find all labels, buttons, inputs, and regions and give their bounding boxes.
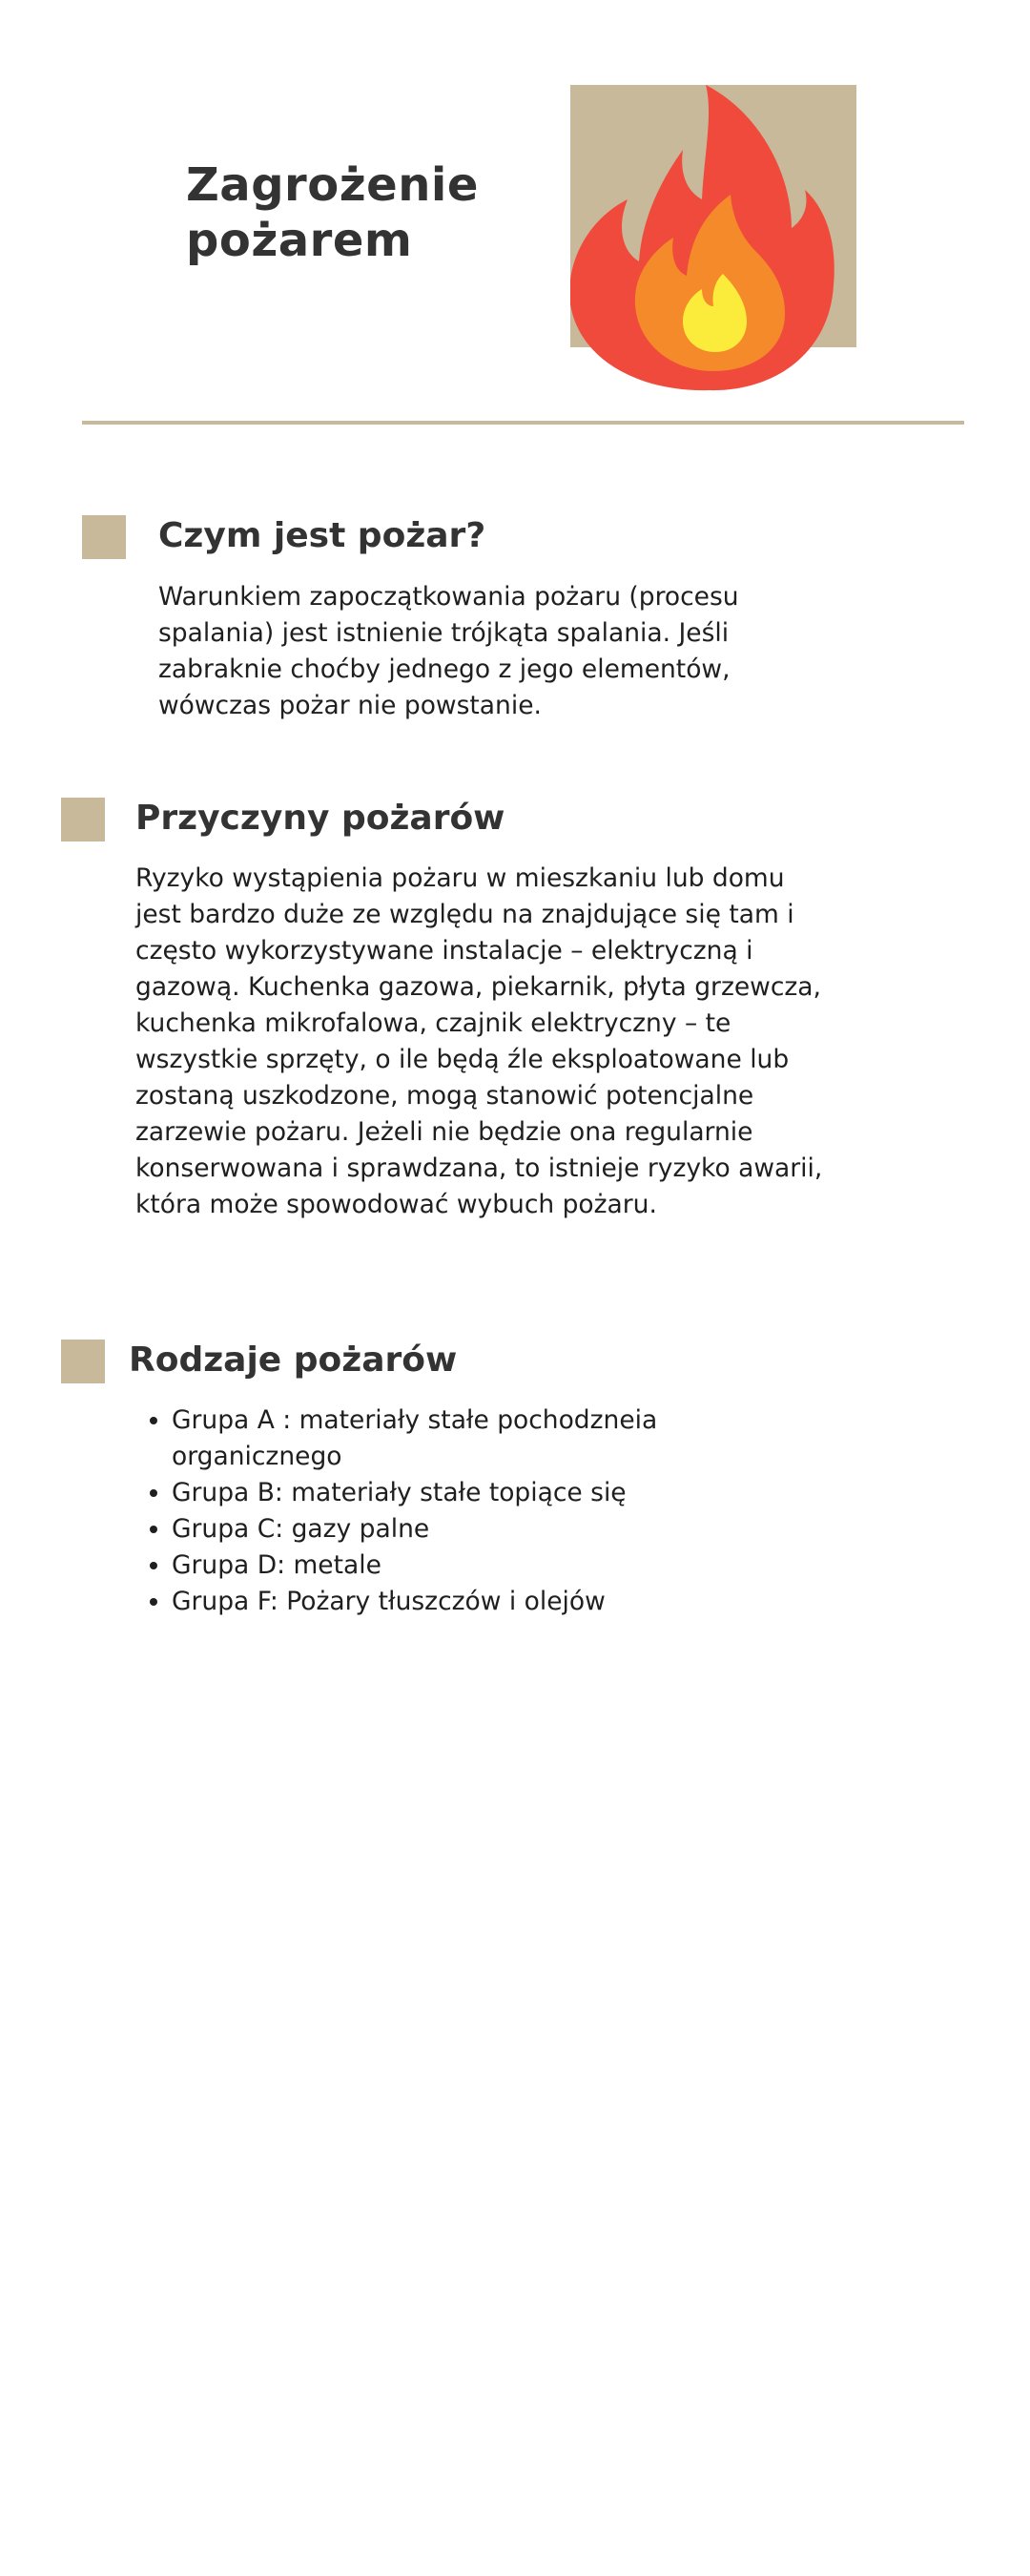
title-line-1: Zagrożenie [186, 158, 479, 212]
list-item-text: Grupa C: gazy palne [172, 1514, 430, 1544]
list-item [172, 1548, 706, 1584]
fire-icon [570, 85, 856, 395]
list-item-text: Grupa B: materiały stałe topiące się [172, 1478, 627, 1507]
section-heading: Rodzaje pożarów [129, 1340, 458, 1380]
text-line: konserwowana i sprawdzana, to istnieje ryzyko awarii, [135, 1153, 823, 1183]
text-line: gazową. Kuchenka gazowa, piekarnik, płyta grzewcza, [135, 972, 821, 1002]
text-line: jest bardzo duże ze względu na znajdujące się tam i [135, 900, 794, 929]
text-line: wówczas pożar nie powstanie. [158, 691, 542, 720]
section-paragraph [135, 861, 822, 1223]
list-item [172, 1511, 706, 1548]
list-item [172, 1584, 706, 1620]
section-marker [82, 515, 126, 559]
text-line: wszystkie sprzęty, o ile będą źle eksploatowane lub [135, 1045, 790, 1074]
list-item [172, 1402, 706, 1475]
text-line: często wykorzystywane instalacje – elektryczną i [135, 936, 753, 966]
text-line: zabraknie choćby jednego z jego elementów, [158, 654, 731, 684]
text-line: spalania) jest istnienie trójkąta spalania. Jeśli [158, 618, 730, 648]
page-title [186, 157, 529, 268]
header-divider [82, 421, 964, 425]
section-paragraph [158, 579, 739, 724]
text-line: Ryzyko wystąpienia pożaru w mieszkaniu lub domu [135, 863, 785, 893]
section-heading: Czym jest pożar? [158, 516, 486, 555]
section-marker [61, 1340, 105, 1383]
list-item-text: Grupa A : materiały stałe pochodzneia organicznego [172, 1405, 658, 1471]
text-line: zostaną uszkodzone, mogą stanowić potencjalne [135, 1081, 754, 1111]
list-item-text: Grupa D: metale [172, 1550, 381, 1580]
list-item-text: Grupa F: Pożary tłuszczów i olejów [172, 1587, 606, 1616]
section-heading: Przyczyny pożarów [135, 799, 505, 838]
list-item [172, 1475, 706, 1511]
fire-image [570, 85, 856, 395]
text-line: która może spowodować wybuch pożaru. [135, 1190, 657, 1219]
section-marker [61, 798, 105, 841]
title-line-2: pożarem [186, 214, 413, 267]
text-line: kuchenka mikrofalowa, czajnik elektryczny – te [135, 1008, 731, 1038]
text-line: Warunkiem zapoczątkowania pożaru (procesu [158, 582, 739, 612]
fire-types-list [134, 1402, 706, 1620]
text-line: zarzewie pożaru. Jeżeli nie będzie ona regularnie [135, 1117, 753, 1147]
